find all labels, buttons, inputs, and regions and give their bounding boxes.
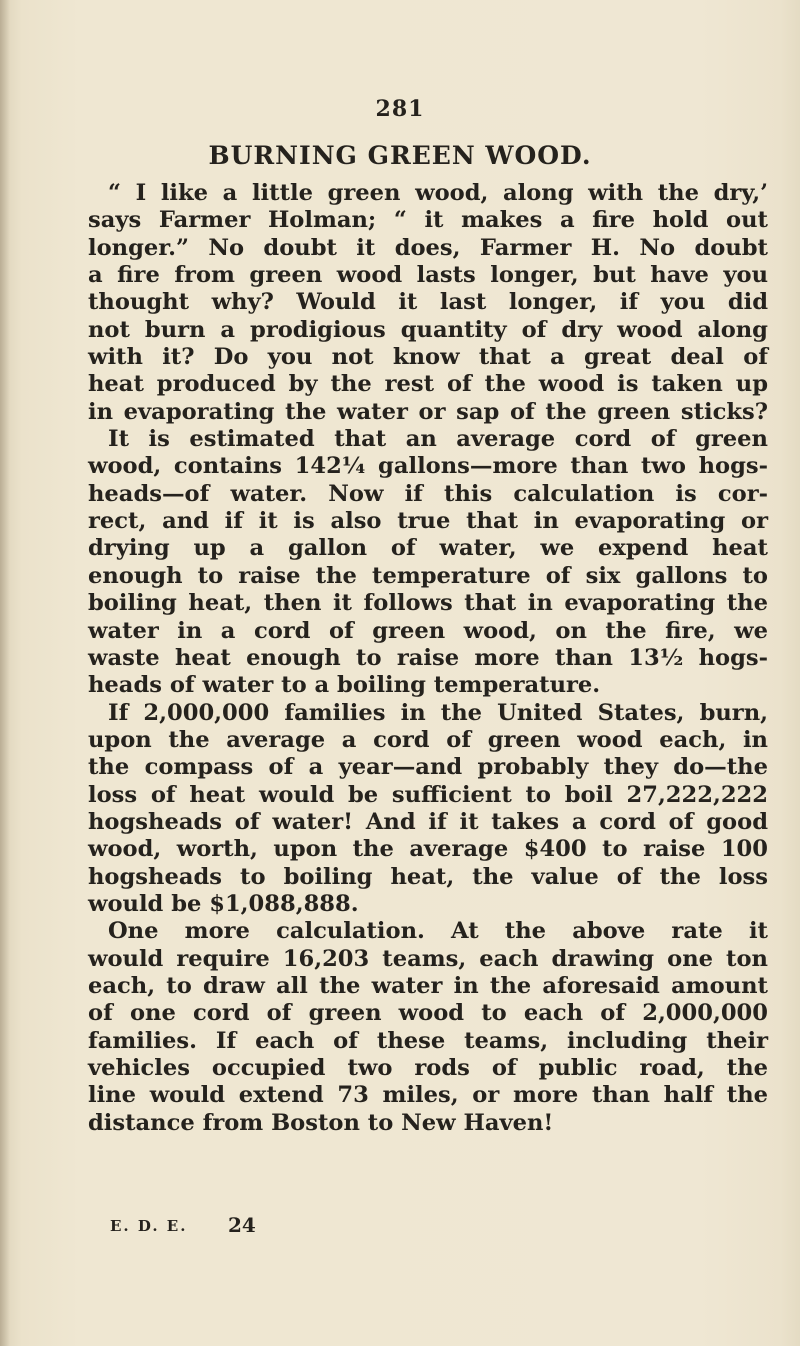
page-gutter-shadow [0, 0, 10, 1346]
text-line: hogsheads of water! And if it takes a cord of good [88, 808, 768, 835]
page-number: 281 [375, 96, 425, 122]
text-line: says Farmer Holman; “ it makes a fire hold out [88, 207, 768, 234]
text-line: rect, and if it is also true that in evaporating or [88, 508, 768, 535]
text-line: wood, contains 142¼ gallons—more than two hogs- [88, 453, 768, 480]
text-line: water in a cord of green wood, on the fire, we [88, 617, 768, 644]
text-line: would be $1,088,888. [88, 890, 359, 917]
text-line: heat produced by the rest of the wood is taken up [88, 371, 768, 398]
text-line: vehicles occupied two rods of public road, the [88, 1055, 768, 1081]
text-line: enough to raise the temperature of six gallons to [88, 562, 768, 589]
text-line: loss of heat would be sufficient to boil 27,222,222 [88, 781, 768, 808]
text-line: thought why? Would it last longer, if you did [88, 289, 768, 316]
text-line: wood, worth, upon the average $400 to raise 100 [88, 836, 768, 863]
text-line: hogsheads to boiling heat, the value of the loss [88, 863, 768, 890]
text-line: families. If each of these teams, including their [88, 1027, 768, 1054]
text-line: boiling heat, then it follows that in evaporating the [88, 590, 768, 617]
text-line: longer.” No doubt it does, Farmer H. No doubt [88, 234, 768, 261]
article-body [88, 180, 768, 1137]
text-line: of one cord of green wood to each of 2,000,000 [88, 1000, 768, 1027]
text-line: with it? Do you not know that a great deal of [88, 344, 768, 371]
text-line: It is estimated that an average cord of green [108, 426, 768, 453]
signature-number: 24 [228, 1213, 256, 1237]
text-line: heads—of water. Now if this calculation is cor- [88, 480, 768, 507]
text-line: would require 16,203 teams, each drawing one ton [88, 945, 768, 972]
text-line: line would extend 73 miles, or more than half the [88, 1082, 768, 1109]
text-line: each, to draw all the water in the aforesaid amount [88, 972, 768, 999]
text-line: “ I like a little green wood, along with the dry,’ [108, 180, 768, 206]
text-line: distance from Boston to New Haven! [88, 1109, 554, 1136]
text-line: waste heat enough to raise more than 13½ hogs- [88, 644, 768, 671]
text-line: drying up a gallon of water, we expend heat [88, 535, 768, 562]
text-line: a fire from green wood lasts longer, but have you [88, 262, 768, 289]
text-line: upon the average a cord of green wood each, in [88, 726, 768, 753]
text-line: in evaporating the water or sap of the green sticks? [88, 398, 768, 425]
text-line: One more calculation. At the above rate it [108, 918, 768, 945]
signature-mark: E. D. E. [110, 1217, 188, 1235]
text-line: not burn a prodigious quantity of dry wood along [88, 316, 768, 343]
text-line: heads of water to a boiling temperature. [88, 672, 601, 699]
text-line: If 2,000,000 families in the United States, burn, [108, 699, 768, 726]
text-line: the compass of a year—and probably they do—the [88, 754, 768, 781]
article-title: BURNING GREEN WOOD. [208, 141, 592, 170]
